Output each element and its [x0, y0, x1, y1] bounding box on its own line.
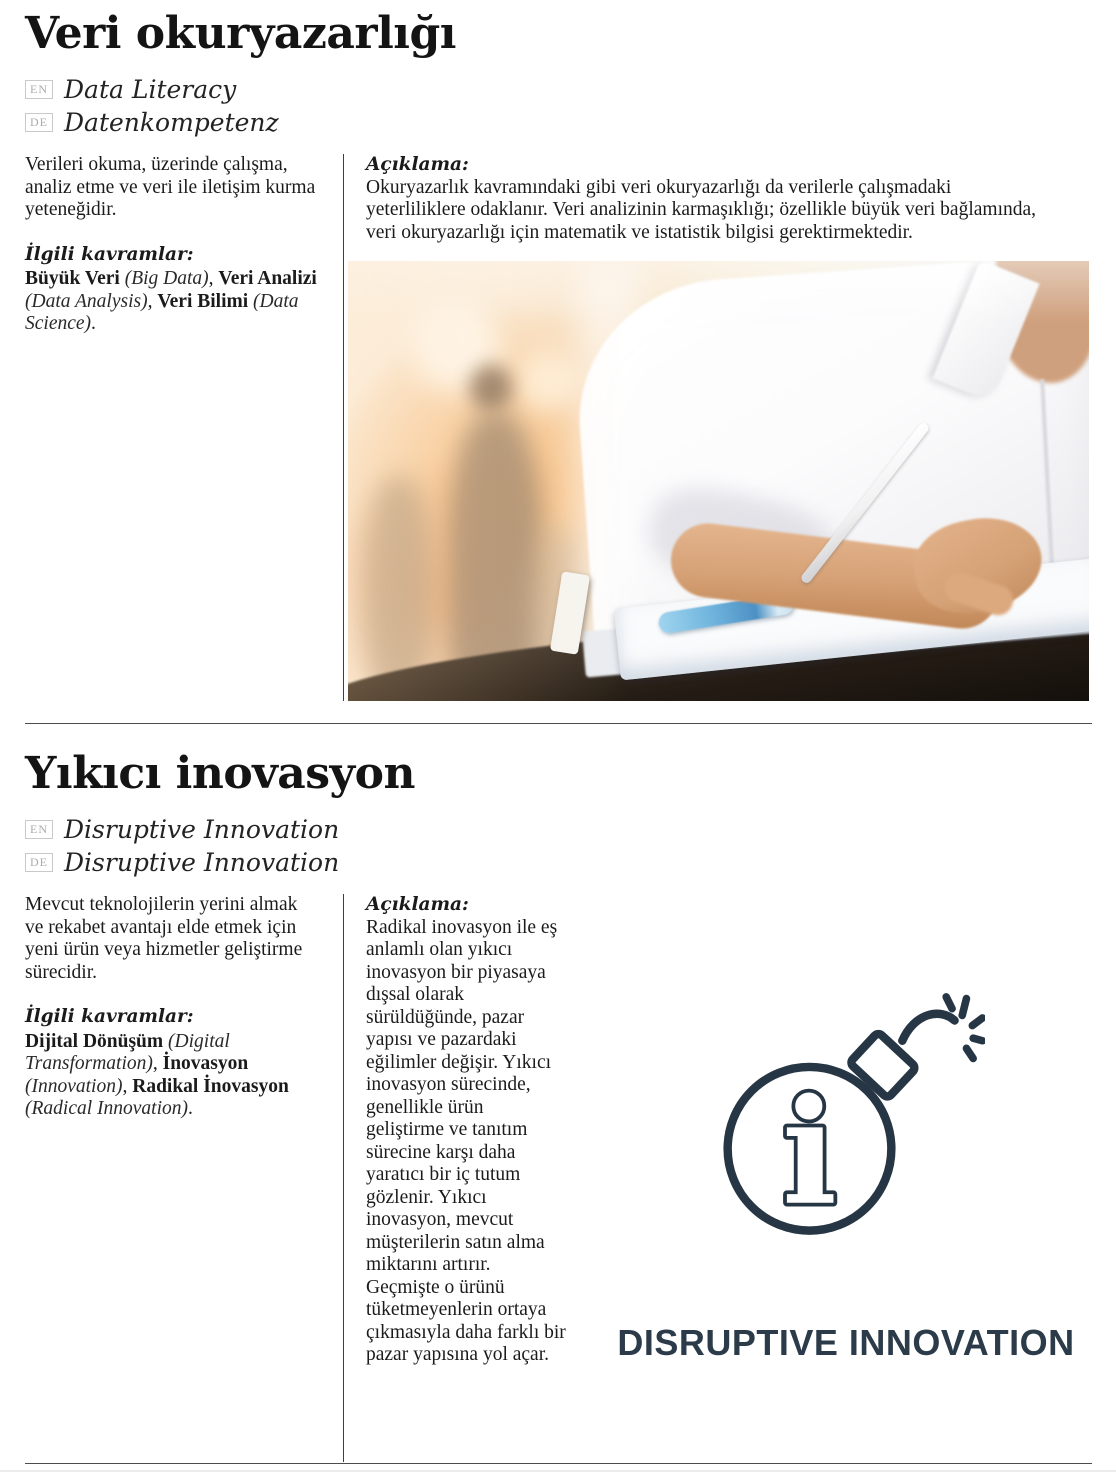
- svg-text:i: i: [781, 1067, 838, 1238]
- explanation-heading: Açıklama:: [366, 154, 469, 175]
- definition-column: [25, 154, 343, 701]
- bottom-rule: [25, 1463, 1092, 1464]
- translation-row: [25, 813, 1092, 846]
- translation-text: Disruptive Innovation: [64, 815, 340, 844]
- translation-text: Disruptive Innovation: [64, 848, 340, 877]
- language-badge: EN: [25, 820, 53, 839]
- illustration-area: [566, 894, 1092, 1367]
- bomb-info-icon: [715, 990, 985, 1240]
- entry-title: Veri okuryazarlığı: [25, 8, 456, 59]
- related-concepts-heading: İlgili kavramlar:: [25, 1006, 194, 1027]
- person-writing-photo: [348, 261, 1089, 701]
- related-concept: Büyük Veri (Big Data),: [25, 268, 219, 289]
- translation-row: [25, 846, 1092, 879]
- related-concepts-list: [25, 268, 327, 336]
- related-concept: Veri Bilimi (Data Science).: [25, 290, 299, 334]
- page-edge-line: [0, 1470, 1116, 1472]
- related-concept: Radikal İnovasyon (Radical Innovation).: [25, 1075, 289, 1119]
- language-badge: DE: [25, 853, 53, 872]
- translation-row: [25, 106, 1092, 139]
- related-concept: Veri Analizi (Data Analysis),: [25, 268, 317, 312]
- language-badge: DE: [25, 113, 53, 132]
- translation-row: [25, 73, 1092, 106]
- definition-text: Verileri okuma, üzerinde çalışma, analiz etme ve veri ile iletişim kurma yeteneğidir.: [25, 154, 316, 220]
- translation-text: Data Literacy: [64, 75, 237, 104]
- entry-data-literacy: [25, 10, 1092, 701]
- explanation-column: [343, 894, 1092, 1462]
- language-badge: EN: [25, 80, 53, 99]
- entry-columns: [25, 894, 1092, 1462]
- explanation-narrow-column: [344, 894, 566, 1367]
- photo-vignette: [348, 261, 1089, 701]
- definition-text: Mevcut teknolojilerin yerini almak ve rekabet avantajı elde etmek için yeni ürün veya hizmetler geliştirme sürecidir.: [25, 894, 303, 983]
- entry-title: Yıkıcı inovasyon: [25, 748, 415, 799]
- translation-list: [25, 813, 1092, 879]
- related-concept: Dijital Dönüşüm (Digital Transformation),: [25, 1030, 230, 1074]
- explanation-text: Okuryazarlık kavramındaki gibi veri okuryazarlığı da verilerle çalışmadaki yeterliliklere odaklanır. Veri analizinin karmaşıklığı; özellikle büyük veri bağlamında, veri okuryazarlığı için matematik ve istatistik bilgisi gerektirmektedir.: [366, 176, 1037, 243]
- entry-disruptive-innovation: [25, 750, 1092, 1462]
- section-divider: [25, 723, 1092, 724]
- explanation-heading: Açıklama:: [366, 894, 469, 915]
- related-concepts-list: [25, 1031, 327, 1121]
- illustration-caption: DISRUPTIVE INNOVATION: [617, 1322, 1075, 1363]
- definition-column: [25, 894, 343, 1462]
- related-concepts-heading: İlgili kavramlar:: [25, 243, 194, 265]
- translation-text: Datenkompetenz: [64, 108, 279, 137]
- related-concept: İnovasyon (Innovation),: [25, 1053, 249, 1097]
- explanation-text: Radikal inovasyon ile eş anlamlı olan yıkıcı inovasyon bir piyasaya dışsal olarak sürüldüğünde, pazar yapısı ve pazardaki eğilimler değişir. Yıkıcı inovasyon sürecinde, genellikle ürün geliştirme ve tanıtım sürecine karşı daha yaratıcı bir iç tutum gözlenir. Yıkıcı inovasyon, mevcut müşterilerin satın alma miktarını artırır. Geçmişte o ürünü tüketmeyenlerin ortaya çıkmasıyla daha farklı bir pazar yapısına yol açar.: [366, 916, 566, 1365]
- entry-columns: [25, 154, 1092, 701]
- translation-list: [25, 73, 1092, 139]
- explanation-column: [343, 154, 1092, 701]
